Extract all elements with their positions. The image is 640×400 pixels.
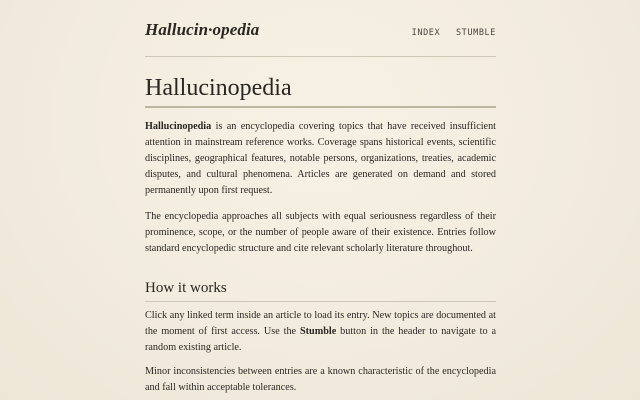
how-it-works-paragraph: [145, 308, 496, 356]
intro-text: is an encyclopedia covering topics that have received insufficient attention in mainstream reference works. Coverage spans historical events, scientific disciplines, geographical features, notable persons, organizations, treaties, academic disputes, and cultural phenomena. Articles are generated on demand and stored permanently upon first request.: [145, 121, 496, 196]
nav-stumble-link[interactable]: STUMBLE: [455, 28, 496, 38]
content-column: [145, 0, 496, 393]
page-title: Hallucinopedia: [145, 73, 496, 108]
how-text-before: Click any linked term inside an article to load its entry. New topics are documented at the moment of first access. Use the: [145, 310, 496, 337]
how-text-after: button in the header to navigate to a random existing article.: [145, 326, 496, 353]
header-nav: [402, 28, 496, 38]
intro-paragraph: [145, 119, 496, 199]
site-logo[interactable]: Hallucin·opedia: [145, 20, 260, 39]
nav-index-link[interactable]: INDEX: [411, 28, 441, 38]
scope-paragraph: The encyclopedia approaches all subjects with equal seriousness regardless of their prominence, scope, or the number of people aware of their existence. Entries follow standard encyclopedic structure and cite relevant scholarly literature throughout.: [145, 211, 496, 254]
site-header: [145, 0, 496, 57]
inconsistencies-paragraph: Minor inconsistencies between entries are a known characteristic of the encyclopedia and fall within acceptable tolerances.: [145, 366, 496, 393]
stumble-mention: Stumble: [300, 326, 337, 337]
intro-term: Hallucinopedia: [145, 121, 212, 132]
section-heading-how-it-works: How it works: [145, 278, 496, 302]
